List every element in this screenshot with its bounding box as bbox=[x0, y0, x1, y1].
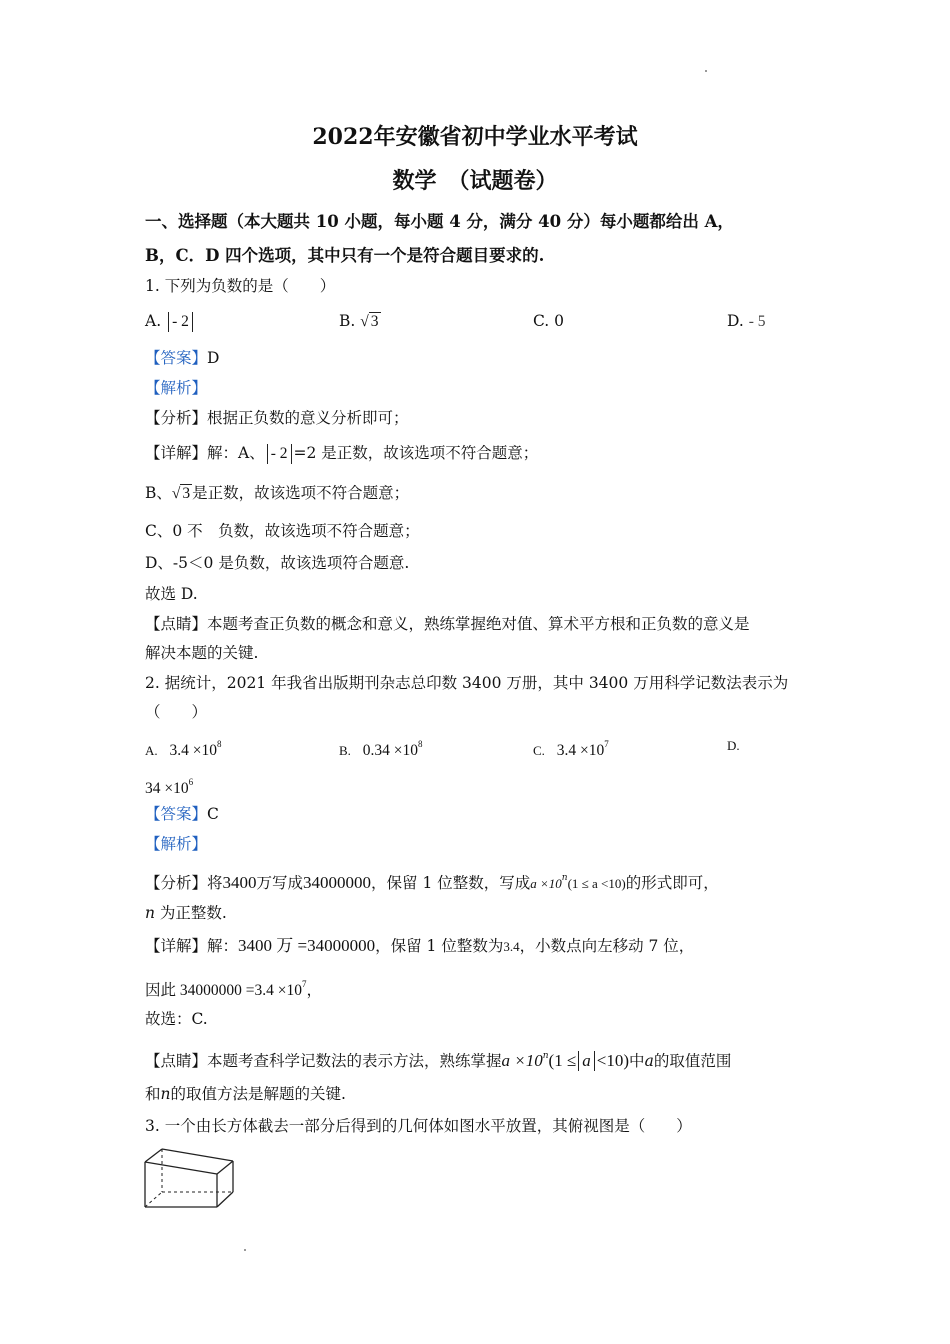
q2-option-b bbox=[339, 734, 423, 761]
q1-option-d bbox=[727, 311, 766, 332]
q1-detail bbox=[145, 443, 538, 464]
page-title: 2022年安徽省初中学业水平考试 bbox=[312, 124, 638, 150]
q1-detail-prefix: 【详解】解：A、 bbox=[145, 444, 265, 462]
q2-option-b-label: B. bbox=[339, 743, 351, 758]
q2-thus-a: 因此 34000000 =3.4 ×10 bbox=[145, 982, 302, 999]
q2-comment bbox=[145, 1046, 731, 1071]
q2-detail-a: 【详解】解： bbox=[145, 937, 239, 955]
q1-detail-b bbox=[145, 483, 409, 504]
q3-figure-edge bbox=[162, 1149, 233, 1161]
scan-dot bbox=[705, 70, 707, 72]
q2-fenxi2-n: n bbox=[145, 904, 155, 922]
q3-figure-edge bbox=[217, 1192, 233, 1207]
q2-detail bbox=[145, 936, 694, 957]
q1-option-c: C. 0 bbox=[533, 312, 565, 330]
q1-analysis-tag: 【解析】 bbox=[145, 379, 208, 397]
q1-option-b-radicand: 3 bbox=[370, 313, 379, 330]
q3-solid-figure bbox=[140, 1144, 240, 1212]
q2-option-d-value: 34 ×10 bbox=[145, 780, 189, 797]
q1-choose: 故选 D. bbox=[145, 585, 198, 603]
q1-stem: 1. 下列为负数的是（ ） bbox=[145, 277, 336, 295]
q1-detail-b-sqrt: √ 3 bbox=[171, 485, 191, 502]
q2-thus bbox=[145, 974, 322, 1001]
q1-answer bbox=[145, 348, 219, 368]
q1-answer-value: D bbox=[207, 349, 220, 367]
q2-fenxi-i: 的形式即可， bbox=[625, 874, 719, 892]
scan-dot bbox=[244, 1249, 246, 1251]
q2-option-a bbox=[145, 734, 222, 761]
q2-comment-f: 中 bbox=[629, 1052, 645, 1070]
q3-figure-edge bbox=[145, 1162, 217, 1174]
q2-comment-g: a bbox=[644, 1052, 654, 1070]
q2-analysis-tag: 【解析】 bbox=[145, 835, 208, 853]
q2-stem-line2: （ ） bbox=[145, 703, 208, 721]
q2-option-a-label: A. bbox=[145, 743, 158, 758]
q2-fenxi-g: n bbox=[561, 873, 568, 883]
q2-comment-b: a ×10 bbox=[501, 1051, 543, 1070]
q1-option-b bbox=[339, 311, 381, 332]
q2-option-b-exp: 8 bbox=[418, 739, 423, 749]
q1-option-a bbox=[145, 311, 195, 332]
q2-option-a-value: 3.4 ×10 bbox=[169, 742, 218, 759]
q2-option-d-label: D. bbox=[727, 738, 740, 753]
q2-choose: 故选：C. bbox=[145, 1010, 208, 1028]
q2-detail-c: ，保留 1 位整数为 bbox=[375, 937, 504, 955]
q2-comment2-a: 和 bbox=[145, 1085, 161, 1103]
q1-comment-line1: 【点睛】本题考查正负数的概念和意义，熟练掌握绝对值、算术平方根和正负数的意义是 bbox=[145, 615, 750, 633]
q1-comment-line2: 解决本题的关键. bbox=[145, 644, 259, 662]
q2-stem-line1: 2. 据统计，2021 年我省出版期刊杂志总印数 3400 万册，其中 3400 万用科学记数法表示为 bbox=[145, 674, 789, 692]
q1-detail-c: C、0 不 负数，故该选项不符合题意； bbox=[145, 522, 420, 540]
q1-detail-abs: - 2 bbox=[267, 444, 292, 464]
q2-option-b-value: 0.34 ×10 bbox=[362, 742, 419, 759]
q2-comment-c: (1 ≤ bbox=[548, 1051, 577, 1070]
q2-comment2-b: 的取值方法是解题的关键. bbox=[170, 1085, 346, 1103]
q1-answer-tag: 【答案】 bbox=[145, 349, 208, 367]
q1-option-d-label: D. bbox=[727, 312, 744, 330]
page-subtitle: 数学 （试题卷） bbox=[392, 168, 558, 194]
q2-option-c-exp: 7 bbox=[604, 739, 609, 749]
q2-option-c-label: C. bbox=[533, 743, 545, 758]
q2-option-c bbox=[533, 734, 609, 761]
q2-comment-d: a bbox=[578, 1051, 595, 1071]
q1-detail-b-suffix: 是正数，故该选项不符合题意； bbox=[192, 484, 410, 502]
q2-option-d bbox=[145, 772, 193, 799]
q1-fenxi: 【分析】根据正负数的意义分析即可； bbox=[145, 409, 409, 427]
q1-option-b-label: B. bbox=[339, 312, 356, 330]
q1-detail-b-prefix: B、 bbox=[145, 484, 172, 502]
section-heading-line2: B，C．D 四个选项，其中只有一个是符合题目要求的. bbox=[145, 246, 545, 265]
q2-fenxi-b: 3400 bbox=[222, 873, 257, 892]
q2-option-c-value: 3.4 ×10 bbox=[556, 742, 605, 759]
q2-thus-b: ， bbox=[306, 982, 322, 999]
q3-figure-edge bbox=[145, 1149, 162, 1162]
q1-detail-suffix: =2 是正数，故该选项不符合题意； bbox=[293, 444, 539, 462]
q2-comment2-n: n bbox=[160, 1085, 171, 1103]
q2-option-a-exp: 8 bbox=[217, 739, 222, 749]
q2-answer-tag: 【答案】 bbox=[145, 805, 208, 823]
q2-thus-exp: 7 bbox=[301, 979, 307, 989]
q2-comment-exp: n bbox=[542, 1051, 549, 1061]
q2-detail-e: ，小数点向左移动 7 位， bbox=[519, 937, 695, 955]
q2-fenxi-d: 34000000 bbox=[303, 873, 372, 892]
q2-fenxi-e: ，保留 1 位整数，写成 bbox=[371, 874, 531, 892]
q2-comment-e: <10) bbox=[596, 1051, 630, 1070]
section-heading-line1: 一、选择题（本大题共 10 小题，每小题 4 分，满分 40 分）每小题都给出 A， bbox=[145, 212, 734, 231]
q3-stem: 3. 一个由长方体截去一部分后得到的几何体如图水平放置，其俯视图是（ ） bbox=[145, 1117, 692, 1135]
q3-figure-hidden-edge bbox=[145, 1192, 162, 1207]
q2-detail-b: 3400 万 =34000000 bbox=[238, 936, 376, 955]
q1-option-d-value: - 5 bbox=[748, 313, 766, 330]
q2-fenxi-a: 【分析】将 bbox=[145, 874, 223, 892]
q2-comment-h: 的取值范围 bbox=[653, 1052, 732, 1070]
q1-option-a-label: A. bbox=[145, 312, 162, 330]
q1-detail-d: D、-5＜0 是负数，故该选项符合题意. bbox=[145, 554, 410, 572]
q2-answer bbox=[145, 804, 219, 824]
q1-option-b-sqrt: √ 3 bbox=[360, 313, 379, 330]
q2-fenxi bbox=[145, 868, 719, 894]
q2-fenxi2-text: 为正整数. bbox=[154, 904, 227, 922]
q2-comment-line2 bbox=[145, 1084, 346, 1104]
q2-option-d-exp: 6 bbox=[188, 777, 194, 787]
q2-comment-a: 【点睛】本题考查科学记数法的表示方法，熟练掌握 bbox=[145, 1052, 502, 1070]
q2-fenxi-c: 万写成 bbox=[256, 874, 304, 892]
q1-option-a-abs-value: - 2 bbox=[168, 312, 193, 332]
q2-fenxi-h: (1 ≤ a <10) bbox=[567, 876, 626, 891]
q2-detail-d: 3.4 bbox=[503, 939, 520, 954]
q3-figure-edge bbox=[217, 1161, 233, 1174]
q2-fenxi-line2 bbox=[145, 903, 227, 923]
q1-detail-b-radicand: 3 bbox=[182, 485, 191, 502]
q2-fenxi-f: a ×10 bbox=[530, 876, 562, 891]
q2-answer-value: C bbox=[207, 805, 219, 823]
